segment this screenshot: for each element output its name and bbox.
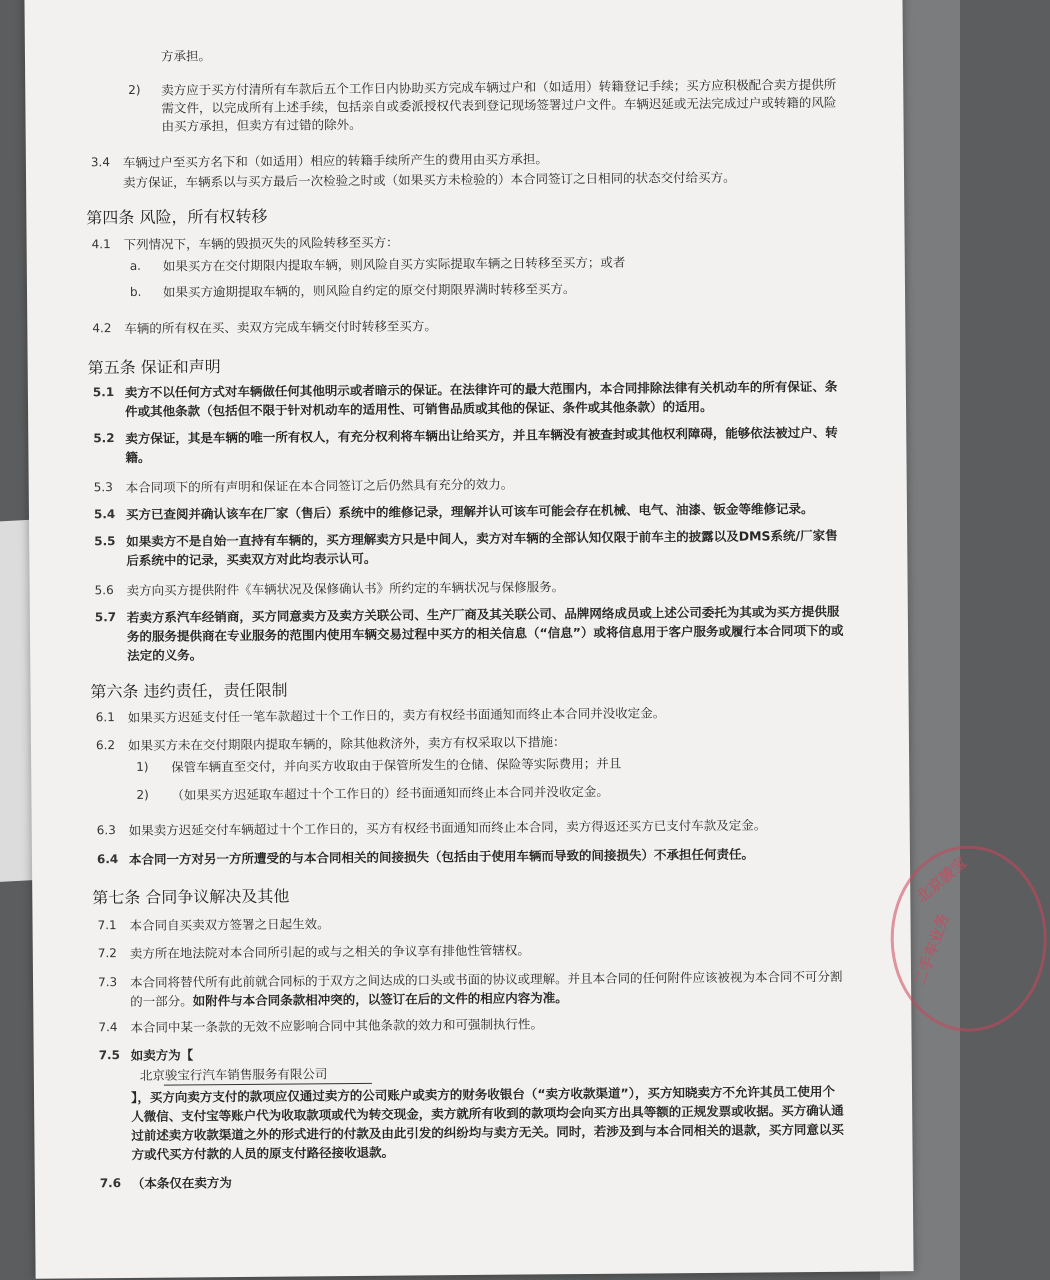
item-text: 由买方承担，但卖方有过错的除外。 bbox=[161, 116, 362, 134]
clause-text: 过前述卖方收款渠道之外的形式进行的付款及由此引发的纠纷均与卖方无关。同时，若涉及到与本合同相关的退款，买方同意以买 bbox=[131, 1121, 844, 1143]
clause-number: 3.4 bbox=[90, 155, 111, 170]
sub-item-label: a. bbox=[129, 258, 142, 273]
clause-text: 如果买方迟延支付任一笔车款超过十个工作日的，卖方有权经书面通知而终止本合同并没收定金。 bbox=[127, 705, 666, 725]
clause-text: 本合同一方对另一方所遭受的与本合同相关的间接损失（包括由于使用车辆而导致的间接损失）不承担任何责任。 bbox=[128, 846, 755, 867]
sub-item-label: 2) bbox=[136, 787, 149, 802]
clause-text: 卖方所在地法院对本合同所引起的或与之相关的争议享有排他性管辖权。 bbox=[129, 942, 530, 961]
clause-number: 6.3 bbox=[96, 823, 116, 838]
continued-text: 方承担。 bbox=[160, 48, 212, 64]
item-text: 卖方应于买方付清所有车款后五个工作日内协助买方完成车辆过户和（如适用）转籍登记手续；买方应积极配合卖方提供所 bbox=[161, 76, 837, 98]
sub-item-text: （如果买方迟延取车超过十个工作日的）经书面通知而终止本合同并没收定金。 bbox=[171, 783, 609, 803]
clause-text: 本合同自买卖双方签署之日起生效。 bbox=[129, 916, 330, 933]
clause-text: 】，买方向卖方支付的款项应仅通过卖方的公司账户或卖方的财务收银台（“卖方收款渠道”），买方知晓卖方不允许其员工使用个 bbox=[130, 1083, 836, 1105]
clause-number: 6.1 bbox=[95, 710, 115, 725]
clause-number: 5.2 bbox=[93, 431, 115, 446]
clause-number: 4.1 bbox=[91, 237, 111, 252]
clause-number: 5.1 bbox=[92, 385, 115, 400]
clause-text-bold-part: 如附件与本合同条款相冲突的，以签订在后的文件的相应内容为准。 bbox=[192, 990, 568, 1009]
company-name: 北京骏宝行汽车销售服务有限公司 bbox=[139, 1066, 328, 1083]
clause-text: 本合同中某一条款的无效不应影响合同中其他条款的效力和可强制执行性。 bbox=[130, 1016, 543, 1035]
sub-item-label: 1) bbox=[136, 759, 149, 774]
article-heading: 第六条 违约责任，责任限制 bbox=[90, 680, 288, 702]
article-heading: 第七条 合同争议解决及其他 bbox=[92, 886, 290, 908]
company-seal-stamp bbox=[890, 845, 1048, 1032]
clause-text: 如果买方未在交付期限内提取车辆的，除其他救济外，卖方有权采取以下措施： bbox=[127, 734, 566, 753]
clause-number: 5.6 bbox=[94, 583, 114, 598]
clause-text: 卖方保证，车辆系以与买方最后一次检验之时或（如果买方未检验的）本合同签订之日相同的状态交付给买方。 bbox=[122, 169, 736, 191]
clause-number: 5.5 bbox=[94, 534, 116, 549]
clause-text: 后系统中的记录，买卖双方对此均表示认可。 bbox=[126, 550, 377, 568]
clause-text: 车辆的所有权在买、卖双方完成车辆交付时转移至买方。 bbox=[124, 318, 437, 336]
clause-number: 7.3 bbox=[97, 975, 118, 990]
stamp-text: 北京骏宝 bbox=[912, 853, 971, 907]
item-number: 2) bbox=[128, 82, 141, 97]
item-text: 需文件，以完成所有上述手续，包括亲自或委派授权代表到登记现场签署过户文件。车辆迟延或无法完成过户或转籍的风险 bbox=[161, 94, 837, 116]
clause-text: 籍。 bbox=[125, 449, 151, 465]
clause-text: 方或代买方付款的人员的原支付路径接收退款。 bbox=[131, 1144, 395, 1162]
contract-page bbox=[24, 0, 971, 1279]
stamp-text: 二手车业务 bbox=[910, 911, 953, 989]
clause-text: （本条仅在卖方为 bbox=[131, 1175, 232, 1191]
clause-text: 本合同将替代所有此前就合同标的于双方之间达成的口头或书面的协议或理解。并且本合同的任何附件应该被视为本合同不可分割 bbox=[129, 968, 843, 990]
clause-text: 若卖方系汽车经销商，买方同意卖方及卖方关联公司、生产厂商及其关联公司、品牌网络成员或上述公司委托为其或为买方提供服 bbox=[126, 603, 840, 625]
clause-text bbox=[130, 989, 568, 1011]
clause-text: 买方已查阅并确认该车在厂家（售后）系统中的维修记录，理解并认可该车可能会存在机械、电气、油漆、钣金等维修记录。 bbox=[125, 500, 814, 522]
sub-item-text: 如果买方逾期提取车辆的，则风险自约定的原交付期限界满时转移至买方。 bbox=[162, 281, 576, 300]
clause-text: 件或其他条款（包括但不限于针对机动车的适用性、可销售品质或其他的保证、条件或其他条款）的适用。 bbox=[124, 398, 713, 419]
clause-text: 如果卖方不是自始一直持有车辆的，买方理解卖方只是中间人，卖方对车辆的全部认知仅限于前车主的披露以及DMS系统/厂家售 bbox=[126, 527, 838, 549]
clause-text: 如卖方为【 bbox=[130, 1047, 194, 1063]
clause-text: 务的服务提供商在专业服务的范围内使用车辆交易过程中买方的相关信息（“信息”）或将信息用于客户服务或履行本合同项下的或 bbox=[126, 622, 844, 644]
clause-text: 下列情况下，车辆的毁损灭失的风险转移至买方： bbox=[123, 234, 399, 252]
clause-number: 7.1 bbox=[97, 918, 117, 933]
clause-number: 7.5 bbox=[98, 1048, 121, 1063]
clause-text: 本合同项下的所有声明和保证在本合同签订之后仍然具有充分的效力。 bbox=[125, 476, 514, 495]
clause-number: 7.6 bbox=[99, 1176, 122, 1191]
clause-text: 卖方向买方提供附件《车辆状况及保修确认书》所约定的车辆状况与保修服务。 bbox=[126, 579, 565, 598]
clause-number: 7.2 bbox=[97, 946, 117, 961]
clause-number: 7.4 bbox=[98, 1020, 118, 1035]
article-heading: 第四条 风险，所有权转移 bbox=[86, 206, 268, 228]
clause-text: 人微信、支付宝等账户代为收取款项或代为转交现金，卖方就所有收到的款项均会向买方出具等额的正规发票或收据。买方确认通 bbox=[131, 1102, 844, 1124]
clause-text: 卖方保证，其是车辆的唯一所有权人，有充分权利将车辆出让给买方，并且车辆没有被查封或其他权利障碍，能够依法被过户、转 bbox=[125, 424, 838, 446]
clause-number: 5.7 bbox=[94, 610, 117, 625]
sub-item-text: 保管车辆直至交付，并向买方收取由于保管所发生的仓储、保险等实际费用；并且 bbox=[171, 755, 622, 775]
sub-item-text: 如果买方在交付期限内提取车辆，则风险自买方实际提取车辆之日转移至买方；或者 bbox=[162, 254, 626, 274]
clause-number: 4.2 bbox=[92, 321, 112, 336]
sub-item-label: b. bbox=[129, 284, 142, 299]
clause-text: 法定的义务。 bbox=[127, 647, 203, 663]
clause-number: 6.4 bbox=[96, 852, 119, 867]
article-heading: 第五条 保证和声明 bbox=[87, 357, 221, 378]
clause-text-part: 的一部分。 bbox=[130, 993, 193, 1009]
clause-text: 车辆过户至买方名下和（如适用）相应的转籍手续所产生的费用由买方承担。 bbox=[122, 151, 548, 171]
clause-text: 卖方不以任何方式对车辆做任何其他明示或者暗示的保证。在法律许可的最大范围内，本合同排除法律有关机动车的所有保证、条 bbox=[124, 378, 838, 400]
clause-number: 5.4 bbox=[93, 507, 116, 522]
clause-number: 5.3 bbox=[93, 480, 113, 495]
clause-number: 6.2 bbox=[95, 738, 116, 753]
clause-text: 如果卖方迟延交付车辆超过十个工作日的，买方有权经书面通知而终止本合同，卖方得返还买方已支付车款及定金。 bbox=[128, 817, 767, 838]
